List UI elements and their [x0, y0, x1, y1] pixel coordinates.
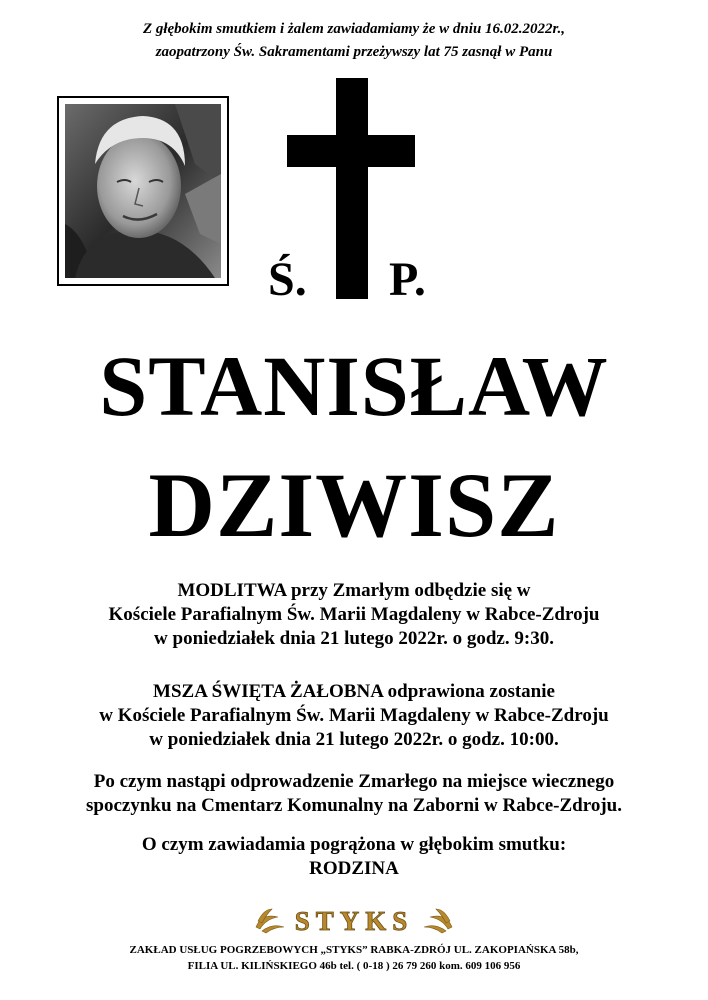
footer-line-2: FILIA UL. KILIŃSKIEGO 46b tel. ( 0-18 ) 26 79 260 kom. 609 106 956	[187, 960, 521, 972]
intro-line-1: Z głębokim smutkiem i żalem zawiadamiamy że w dniu 16.02.2022r.,	[142, 21, 566, 37]
intro-text	[0, 18, 708, 64]
portrait-image	[65, 104, 221, 278]
burial-line-1: Po czym nastąpi odprowadzenie Zmarłego na miejsce wiecznego	[93, 771, 615, 792]
closing-line-1: O czym zawiadamia pogrążona w głębokim smutku:	[141, 834, 567, 855]
prayer-line-3: w poniedziałek dnia 21 lutego 2022r. o godz. 9:30.	[154, 628, 554, 649]
mass-line-2: w Kościele Parafialnym Św. Marii Magdaleny w Rabce-Zdroju	[99, 705, 609, 726]
logo-text: STYKS	[294, 906, 414, 936]
cross-icon-horizontal	[287, 135, 415, 167]
prefix-left: Ś.	[268, 253, 307, 306]
mass-paragraph	[0, 680, 708, 752]
footer-line-1: ZAKŁAD USŁUG POGRZEBOWYCH „STYKS” RABKA-ZDRÓJ UL. ZAKOPIAŃSKA 58b,	[129, 944, 579, 956]
mass-line-1: MSZA ŚWIĘTA ŻAŁOBNA odprawiona zostanie	[153, 681, 555, 702]
prayer-line-2: Kościele Parafialnym Św. Marii Magdaleny w Rabce-Zdroju	[108, 604, 600, 625]
cross-icon-vertical	[336, 78, 368, 299]
portrait-photo	[65, 104, 221, 278]
footer	[0, 942, 708, 974]
styks-logo	[252, 903, 456, 939]
prayer-paragraph	[0, 579, 708, 651]
portrait-frame	[57, 96, 229, 286]
deceased-first-name: STANISŁAW	[99, 338, 609, 434]
closing-paragraph	[0, 833, 708, 881]
burial-line-2: spoczynku na Cmentarz Komunalny na Zaborni w Rabce-Zdroju.	[86, 795, 622, 816]
burial-paragraph	[0, 770, 708, 818]
prefix-right: P.	[389, 253, 426, 306]
prayer-line-1: MODLITWA przy Zmarłym odbędzie się w	[177, 580, 531, 601]
laurel-icon	[252, 903, 456, 939]
closing-line-2: RODZINA	[309, 858, 399, 879]
mass-line-3: w poniedziałek dnia 21 lutego 2022r. o godz. 10:00.	[149, 729, 559, 750]
deceased-last-name: DZIWISZ	[148, 454, 560, 556]
intro-line-2: zaopatrzony Św. Sakramentami przeżywszy lat 75 zasnął w Panu	[155, 44, 553, 60]
